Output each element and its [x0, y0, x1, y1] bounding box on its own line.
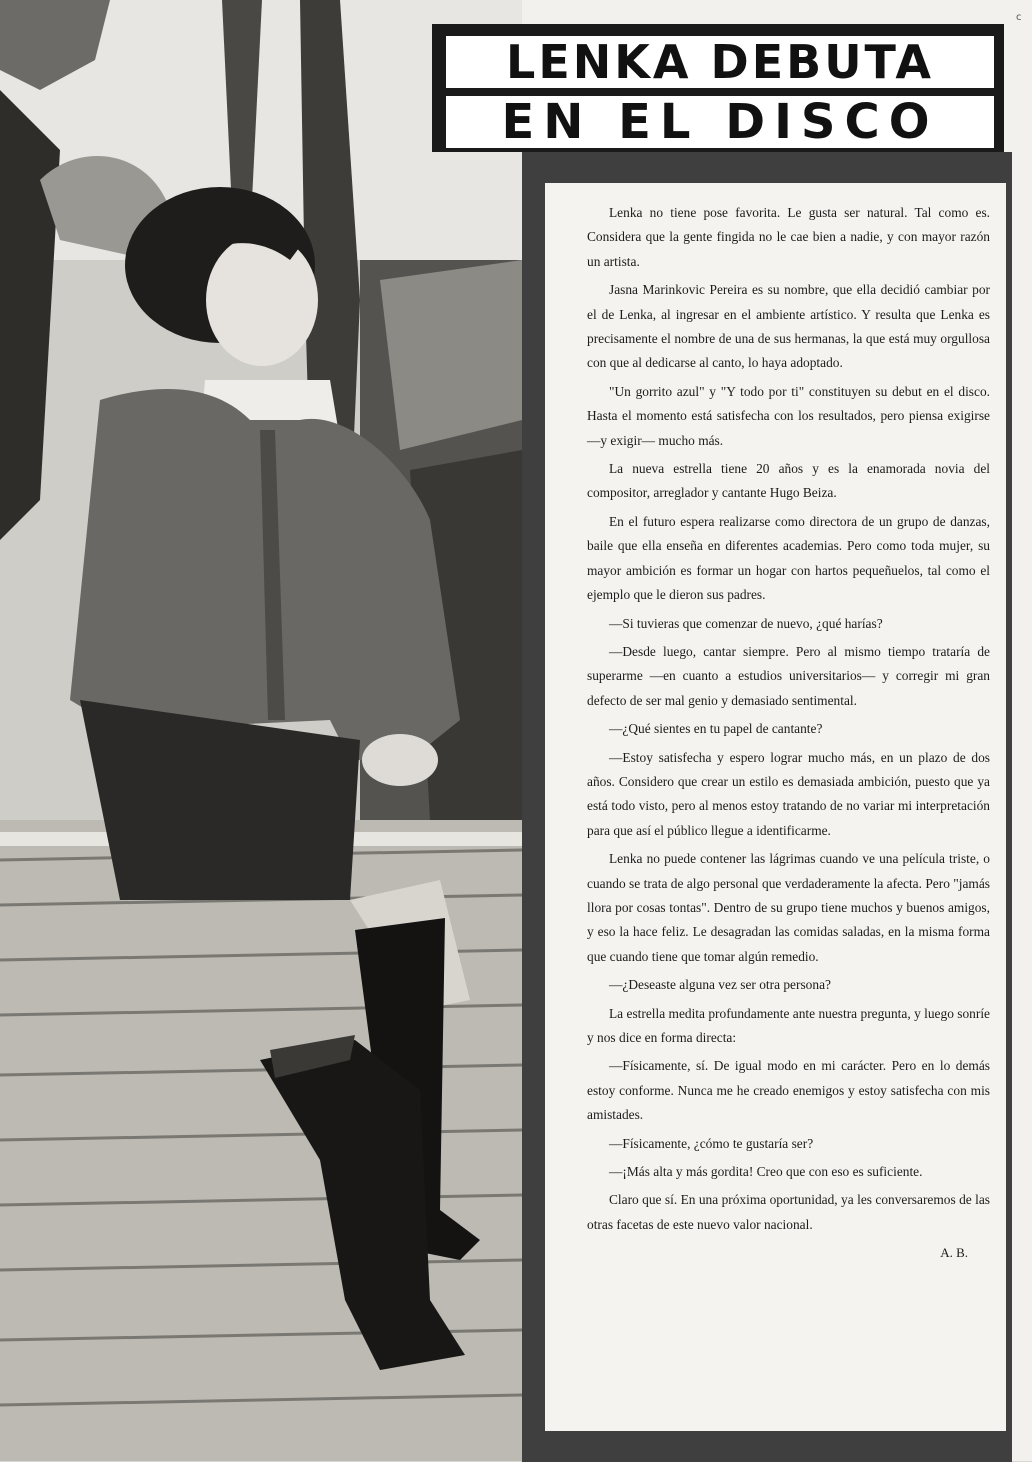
article-paragraph: —Físicamente, ¿cómo te gustaría ser? [609, 1135, 814, 1151]
article-paragraph: En el futuro espera realizarse como directora de un grupo de danzas, baile que ella enseña en diferentes academias. Pero como toda mujer, su mayor ambición es formar un hogar con hartos pequeñuelos, tal como el ejemplo que le dieron sus padres. [587, 513, 990, 603]
article-paragraph: —Si tuvieras que comenzar de nuevo, ¿qué harías? [609, 615, 883, 631]
headline-line-1: LENKA DEBUTA [446, 36, 994, 88]
article-paragraph: —Estoy satisfecha y espero lograr mucho más, en un plazo de dos años. Considero que crear un estilo es demasiada ambición, puesto que ya está todo visto, pero al menos estoy tratando de no variar mi interpretación para que así el público llegue a identificarme. [587, 749, 990, 838]
article-paragraph: Jasna Marinkovic Pereira es su nombre, que ella decidió cambiar por el de Lenka, al ingresar en el ambiente artístico. Y resulta que Lenka es precisamente el nombre de una de sus hermanas, la que está muy orgullosa con que al dedicarse al canto, lo haya adoptado. [587, 282, 990, 371]
article-paragraph: —¿Deseaste alguna vez ser otra persona? [609, 977, 831, 993]
article-paragraph: Lenka no tiene pose favorita. Le gusta ser natural. Tal como es. Considera que la gente fingida no le cae bien a nadie, y con mayor razón un artista. [587, 205, 990, 269]
article-paragraph: La estrella medita profundamente ante nuestra pregunta, y luego sonríe y nos dice en forma directa: [587, 1005, 990, 1045]
article-paragraph: "Un gorrito azul" y "Y todo por ti" constituyen su debut en el disco. Hasta el momento está satisfecha con los resultados, pero piensa exigirse —y exigir— mucho más. [587, 383, 990, 448]
article-body [545, 183, 1006, 1431]
article-paragraph: —Físicamente, sí. De igual modo en mi carácter. Pero en lo demás estoy conforme. Nunca me he creado enemigos y estoy satisfecha con mis amistades. [587, 1058, 990, 1123]
headline-line-2: EN EL DISCO [446, 96, 994, 148]
article-paragraph: —¡Más alta y más gordita! Creo que con eso es suficiente. [609, 1164, 923, 1180]
article-paragraph: —Desde luego, cantar siempre. Pero al mismo tiempo trataría de superarme —en cuanto a estudios universitarios— y corregir mi gran defecto de ser mal genio y demasiado sentimental. [587, 643, 990, 708]
corner-mark: c [1016, 12, 1022, 23]
article-paragraph: La nueva estrella tiene 20 años y es la enamorada novia del compositor, arreglador y cantante Hugo Beiza. [587, 461, 990, 501]
article-paragraph: Claro que sí. En una próxima oportunidad, ya les conversaremos de las otras facetas de este nuevo valor nacional. [587, 1192, 990, 1232]
article-paragraph: —¿Qué sientes en tu papel de cantante? [609, 721, 823, 737]
author-signature: A. B. [940, 1245, 968, 1261]
article-paragraph: Lenka no puede contener las lágrimas cuando ve una película triste, o cuando se trata de algo personal que verdaderamente la afecta. Pero "jamás llora por cosas tontas". Dentro de su grupo tiene muchos y buenos amigos, y eso la hace feliz. Le desagradan las comidas saladas, en la misma forma que cuando tiene que tomar algún remedio. [587, 851, 990, 964]
